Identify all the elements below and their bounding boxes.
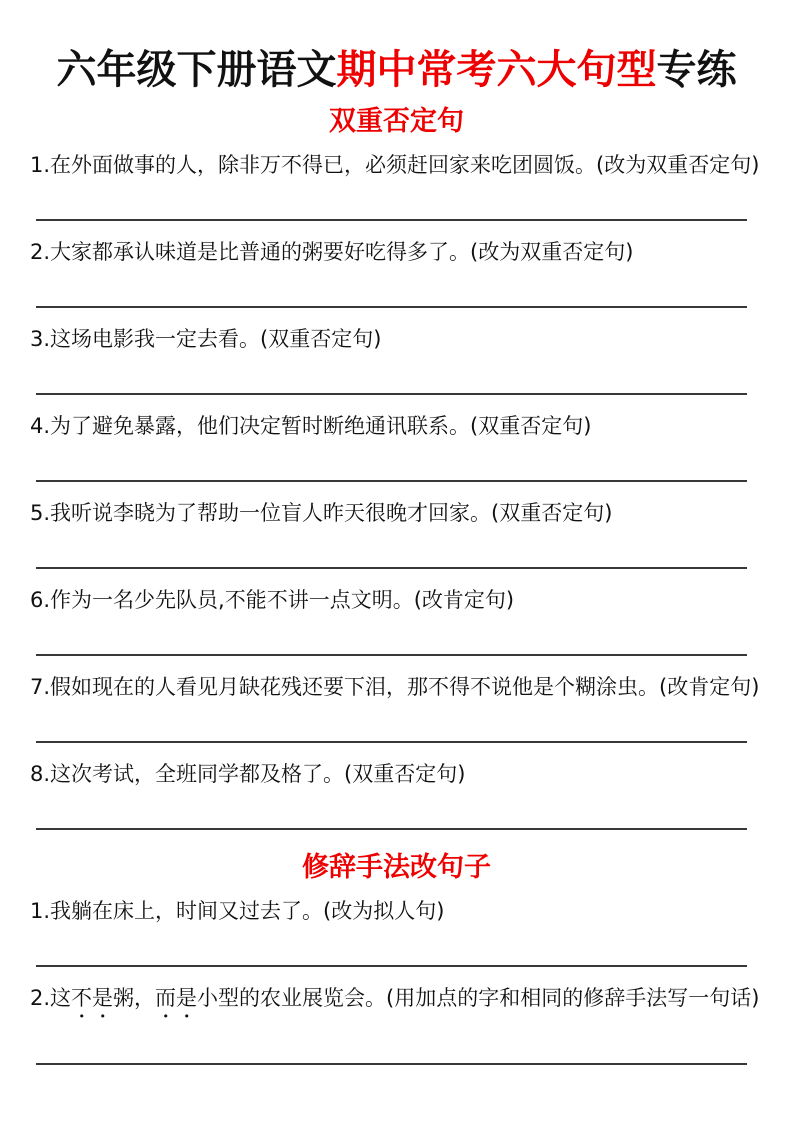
question-block <box>30 499 763 569</box>
question-block <box>30 760 763 830</box>
question-block <box>30 151 763 221</box>
question-text: 1.在外面做事的人，除非万不得已，必须赶回家来吃团圆饭。(改为双重否定句) <box>30 153 760 177</box>
question-text: 8.这次考试，全班同学都及格了。(双重否定句) <box>30 762 466 786</box>
question-text-with-emphasis-dots <box>30 984 763 1023</box>
question-text: 2.大家都承认味道是比普通的粥要好吃得多了。(改为双重否定句) <box>30 240 634 264</box>
section-heading-rhetoric: 修辞手法改句子 <box>302 852 491 883</box>
answer-line <box>36 965 747 967</box>
answer-line <box>36 1063 747 1065</box>
emphasized-text: 不是 <box>71 986 114 1010</box>
title-part-red: 期中常考六大句型 <box>336 47 657 93</box>
answer-line <box>36 828 747 830</box>
question-block <box>30 673 763 743</box>
emphasized-text: 而是 <box>155 986 198 1010</box>
question-block <box>30 412 763 482</box>
answer-line <box>36 219 747 221</box>
question-text: 3.这场电影我一定去看。(双重否定句) <box>30 327 382 351</box>
question-block <box>30 325 763 395</box>
answer-line <box>36 393 747 395</box>
plain-text: 2.这 <box>30 986 72 1010</box>
question-text: 5.我听说李晓为了帮助一位盲人昨天很晚才回家。(双重否定句) <box>30 501 613 525</box>
answer-line <box>36 741 747 743</box>
answer-line <box>36 480 747 482</box>
section-heading-double-negative: 双重否定句 <box>329 106 464 137</box>
question-block <box>30 984 763 1065</box>
question-text: 6.作为一名少先队员,不能不讲一点文明。(改肯定句) <box>30 588 515 612</box>
question-block <box>30 586 763 656</box>
question-text: 7.假如现在的人看见月缺花残还要下泪，那不得不说他是个糊涂虫。(改肯定句) <box>30 675 760 699</box>
title-part-black-right: 专练 <box>656 47 737 93</box>
plain-text: 小型的农业展览会。(用加点的字和相同的修辞手法写一句话) <box>197 986 760 1010</box>
answer-line <box>36 567 747 569</box>
plain-text: 粥， <box>113 986 156 1010</box>
page-title <box>30 45 763 95</box>
question-block <box>30 238 763 308</box>
answer-line <box>36 306 747 308</box>
question-text: 4.为了避免暴露，他们决定暂时断绝通讯联系。(双重否定句) <box>30 414 592 438</box>
question-block <box>30 897 763 967</box>
question-text: 1.我躺在床上，时间又过去了。(改为拟人句) <box>30 899 445 923</box>
title-part-black-left: 六年级下册语文 <box>56 47 337 93</box>
answer-line <box>36 654 747 656</box>
